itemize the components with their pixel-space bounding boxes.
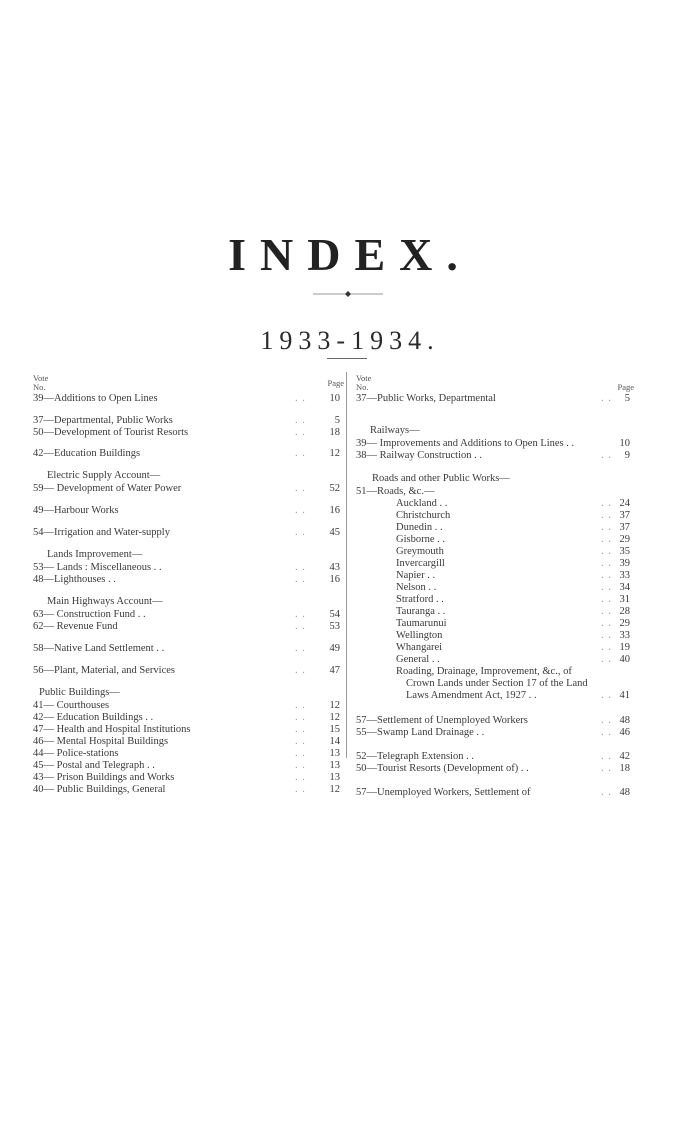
entry-label: 58—Native Land Settlement . . [33, 643, 165, 654]
leader-dots: . . [601, 534, 612, 545]
entry-label: 56—Plant, Material, and Services [33, 665, 176, 676]
page-number: 49 [329, 643, 340, 654]
page-number: 24 [619, 498, 630, 509]
entry-label: 53— Lands : Miscellaneous . . [33, 562, 162, 573]
index-entry [33, 469, 340, 482]
entry-label: Laws Amendment Act, 1927 . . [406, 690, 537, 701]
page-number: 28 [619, 606, 630, 617]
index-entry [356, 689, 630, 702]
entry-label: 52—Telegraph Extension . . [356, 751, 474, 762]
entry-label: Christchurch [396, 510, 451, 521]
entry-label: 40— Public Buildings, General [33, 784, 166, 795]
index-entry [356, 424, 630, 437]
page-number: 46 [619, 727, 630, 738]
leader-dots: . . [295, 700, 306, 711]
entry-label: 45— Postal and Telegraph . . [33, 760, 155, 771]
entry-label: Crown Lands under Section 17 of the Land [406, 678, 588, 689]
entry-label: Nelson . . [396, 582, 437, 593]
page-number: 29 [619, 618, 630, 629]
leader-dots: . . [601, 727, 612, 738]
index-entry [356, 449, 630, 462]
leader-dots: . . [295, 784, 306, 795]
page-number: 43 [329, 562, 340, 573]
leader-dots: . . [601, 751, 612, 762]
entry-label: Public Buildings— [39, 687, 120, 698]
index-entry [356, 726, 630, 739]
entry-label: Main Highways Account— [47, 596, 163, 607]
entry-label: 49—Harbour Works [33, 505, 119, 516]
ornament-divider [313, 291, 383, 297]
short-rule [327, 358, 367, 359]
leader-dots: . . [601, 594, 612, 605]
page-number: 33 [619, 630, 630, 641]
entry-label: 42— Education Buildings . . [33, 712, 154, 723]
index-entry [356, 472, 630, 485]
leader-dots: . . [601, 606, 612, 617]
leader-dots: . . [295, 748, 306, 759]
entry-label: Greymouth [396, 546, 444, 557]
index-entry [33, 426, 340, 439]
page-number: 16 [329, 505, 340, 516]
leader-dots: . . [601, 498, 612, 509]
entry-label: 50—Tourist Resorts (Development of) . . [356, 763, 529, 774]
page-number: 12 [329, 700, 340, 711]
leader-dots: . . [295, 527, 306, 538]
page-number: 18 [329, 427, 340, 438]
index-entry [33, 482, 340, 495]
entry-label: 44— Police-stations [33, 748, 119, 759]
leader-dots: . . [601, 582, 612, 593]
page-number: 13 [329, 772, 340, 783]
entry-label: Lands Improvement— [47, 549, 143, 560]
index-entry [33, 620, 340, 633]
entry-label: 48—Lighthouses . . [33, 574, 116, 585]
leader-dots: . . [601, 642, 612, 653]
entry-label: Roading, Drainage, Improvement, &c., of [396, 666, 572, 677]
page-number: 35 [619, 546, 630, 557]
index-entry [33, 595, 340, 608]
index-entry [33, 686, 340, 699]
page-number: 48 [619, 787, 630, 798]
page-header: Page [617, 382, 634, 392]
page-number: 18 [619, 763, 630, 774]
index-entry [33, 664, 340, 677]
page-number: 14 [329, 736, 340, 747]
leader-dots: . . [601, 522, 612, 533]
entry-label: 47— Health and Hospital Institutions [33, 724, 191, 735]
entry-label: General . . [396, 654, 440, 665]
index-entry [33, 447, 340, 460]
leader-dots: . . [295, 562, 306, 573]
entry-label: 62— Revenue Fund [33, 621, 118, 632]
leader-dots: . . [295, 393, 306, 404]
index-entry [33, 526, 340, 539]
page-number: 47 [329, 665, 340, 676]
no-label: No. [33, 382, 46, 392]
leader-dots: . . [601, 558, 612, 569]
leader-dots: . . [295, 574, 306, 585]
page-number: 12 [329, 712, 340, 723]
leader-dots: . . [295, 483, 306, 494]
leader-dots: . . [601, 630, 612, 641]
entry-label: 42—Education Buildings [33, 448, 141, 459]
vote-label: Vote [33, 373, 49, 383]
entry-label: 39— Improvements and Additions to Open Lines . . [356, 438, 575, 449]
page-number: 48 [619, 715, 630, 726]
entry-label: 37—Public Works, Departmental [356, 393, 496, 404]
entry-label: 57—Unemployed Workers, Settlement of [356, 787, 531, 798]
leader-dots: . . [601, 570, 612, 581]
leader-dots: . . [601, 690, 612, 701]
index-entry [33, 504, 340, 517]
vote-no-header [356, 374, 371, 392]
entry-label: Napier . . [396, 570, 436, 581]
entry-label: 54—Irrigation and Water-supply [33, 527, 170, 538]
leader-dots: . . [295, 609, 306, 620]
page-number: 9 [624, 450, 630, 461]
page-number: 19 [619, 642, 630, 653]
entry-label: Electric Supply Account— [47, 470, 161, 481]
leader-dots: . . [295, 415, 306, 426]
entry-label: 37—Departmental, Public Works [33, 415, 173, 426]
page-number: 13 [329, 760, 340, 771]
entry-label: 55—Swamp Land Drainage . . [356, 727, 485, 738]
entry-label: 39—Additions to Open Lines [33, 393, 158, 404]
page-number: 12 [329, 784, 340, 795]
vote-no-header [33, 374, 48, 392]
entry-label: Railways— [370, 425, 420, 436]
leader-dots: . . [295, 621, 306, 632]
leader-dots: . . [295, 772, 306, 783]
leader-dots: . . [295, 736, 306, 747]
entry-label: Taumarunui [396, 618, 447, 629]
page-number: 13 [329, 748, 340, 759]
no-label: No. [356, 382, 369, 392]
leader-dots: . . [295, 505, 306, 516]
leader-dots: . . [601, 787, 612, 798]
leader-dots: . . [295, 760, 306, 771]
column-divider [346, 372, 347, 758]
page-number: 5 [624, 393, 630, 404]
leader-dots: . . [601, 510, 612, 521]
page-number: 12 [329, 448, 340, 459]
page-number: 52 [329, 483, 340, 494]
leader-dots: . . [295, 724, 306, 735]
page-number: 33 [619, 570, 630, 581]
index-entry [33, 642, 340, 655]
entry-label: 46— Mental Hospital Buildings [33, 736, 169, 747]
page-header: Page [327, 378, 344, 388]
index-entry [33, 548, 340, 561]
leader-dots: . . [601, 393, 612, 404]
index-entry [356, 786, 630, 799]
page-number: 40 [619, 654, 630, 665]
page-number: 42 [619, 751, 630, 762]
leader-dots: . . [295, 665, 306, 676]
entry-label: 51—Roads, &c.— [356, 486, 435, 497]
page-number: 10 [619, 438, 630, 449]
page-number: 39 [619, 558, 630, 569]
entry-label: Tauranga . . [396, 606, 446, 617]
entry-label: Roads and other Public Works— [372, 473, 510, 484]
page-number: 16 [329, 574, 340, 585]
entry-label: Gisborne . . [396, 534, 445, 545]
year-heading: 1933-1934. [260, 326, 440, 355]
page-number: 10 [329, 393, 340, 404]
page-number: 37 [619, 510, 630, 521]
entry-label: Whangarei [396, 642, 443, 653]
entry-label: Dunedin . . [396, 522, 443, 533]
leader-dots: . . [601, 715, 612, 726]
leader-dots: . . [295, 643, 306, 654]
index-entry [33, 392, 340, 405]
entry-label: 59— Development of Water Power [33, 483, 182, 494]
index-entry [33, 573, 340, 586]
entry-label: Stratford . . [396, 594, 444, 605]
entry-label: Wellington [396, 630, 443, 641]
page-number: 34 [619, 582, 630, 593]
leader-dots: . . [601, 763, 612, 774]
vote-label: Vote [356, 373, 372, 383]
page-number: 31 [619, 594, 630, 605]
page-number: 29 [619, 534, 630, 545]
page-number: 15 [329, 724, 340, 735]
entry-label: 41— Courthouses [33, 700, 110, 711]
entry-label: 38— Railway Construction . . [356, 450, 482, 461]
leader-dots: . . [295, 427, 306, 438]
entry-label: 57—Settlement of Unemployed Workers [356, 715, 528, 726]
leader-dots: . . [295, 712, 306, 723]
entry-label: 50—Development of Tourist Resorts [33, 427, 189, 438]
leader-dots: . . [601, 546, 612, 557]
page-number: 53 [329, 621, 340, 632]
page-number: 5 [334, 415, 340, 426]
page-number: 45 [329, 527, 340, 538]
leader-dots: . . [601, 450, 612, 461]
leader-dots: . . [601, 618, 612, 629]
index-entry [33, 783, 340, 796]
index-entry [356, 392, 630, 405]
entry-label: Invercargill [396, 558, 445, 569]
index-entry [356, 762, 630, 775]
page-number: 54 [329, 609, 340, 620]
page-title: INDEX. [228, 229, 472, 280]
page-number: 37 [619, 522, 630, 533]
entry-label: 63— Construction Fund . . [33, 609, 146, 620]
leader-dots: . . [295, 448, 306, 459]
entry-label: 43— Prison Buildings and Works [33, 772, 175, 783]
leader-dots: . . [601, 654, 612, 665]
page-number: 41 [619, 690, 630, 701]
entry-label: Auckland . . [396, 498, 448, 509]
